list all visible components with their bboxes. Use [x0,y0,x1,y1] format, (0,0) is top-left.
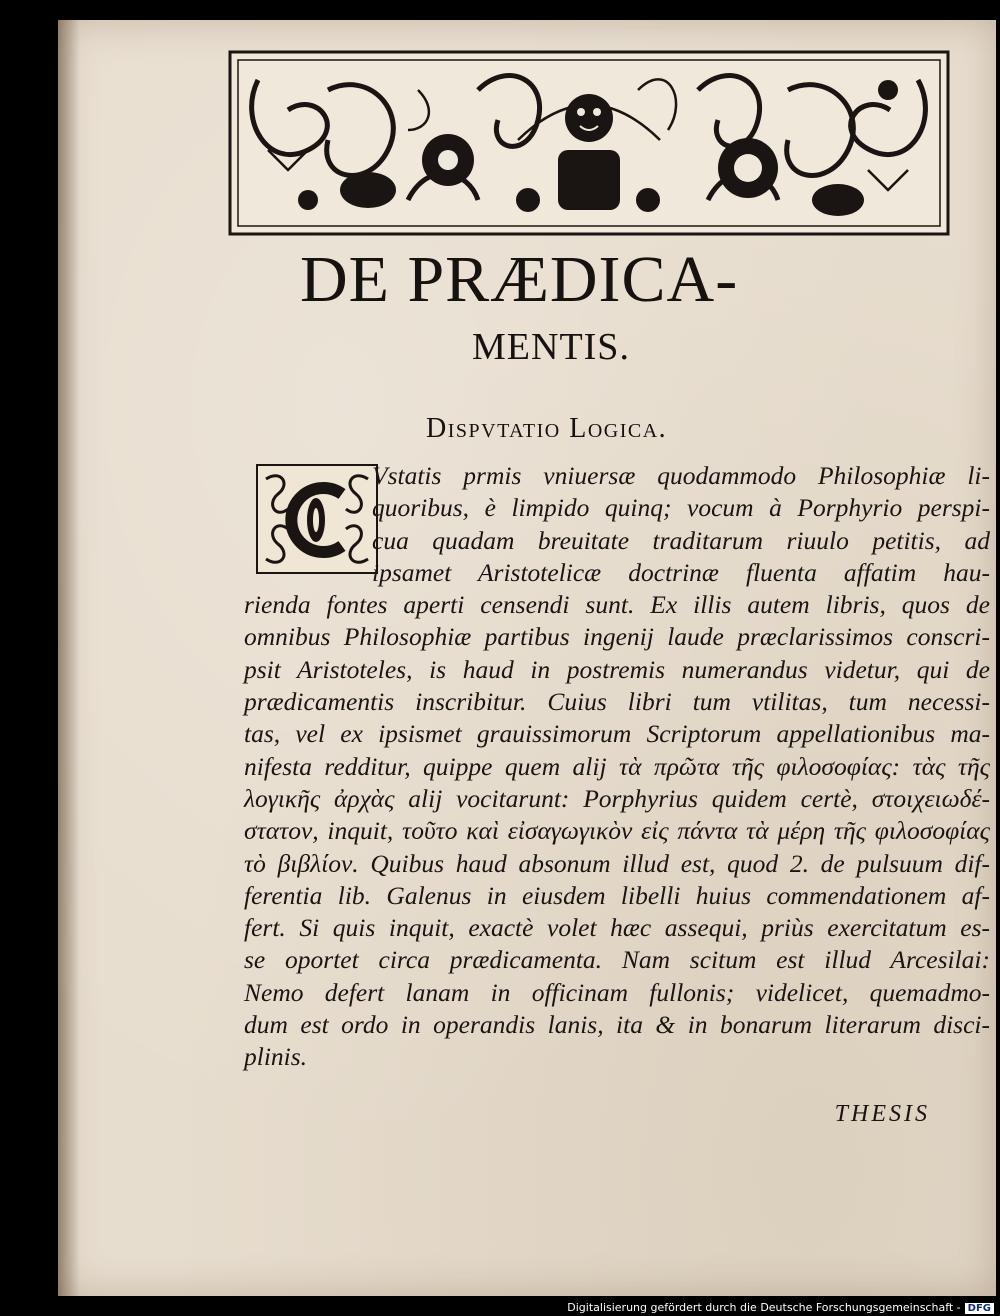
text-line: tas, vel ex ipsismet grauissimorum Scriptorum appellationibus ma- [244,719,990,749]
text-line: nifesta redditur, quippe quem alij τὰ πρῶτα τῆς φιλοσοφίας: τὰς τῆς [244,751,990,781]
text-line: cua quadam breuitate traditarum riuulo petitis, ad [372,525,990,555]
text-line: plinis. [244,1042,308,1072]
dfg-logo-icon: DFG [965,1303,994,1314]
text-line: psit Aristoteles, is haud in postremis numerandus videtur, qui de [244,654,990,684]
text-line: ferentia lib. Galenus in eiusdem libelli huius commendationem af- [244,880,990,910]
text-line: Nemo defert lanam in officinam fullonis; videlicet, quemadmo- [244,977,990,1007]
headpiece-ornament-icon [228,50,950,236]
book-page [58,20,996,1296]
text-line: dum est ordo in operandis lanis, ita & in bonarum literarum disci- [244,1010,990,1040]
text-line: quoribus, è limpido quinq; vocum à Porphyrio perspi- [372,493,990,523]
body-text [244,460,990,1074]
text-line: se oportet circa prædicamenta. Nam scitum est illud Arcesilai: [244,945,990,975]
text-line: prædicamentis inscribitur. Cuius libri tum vtilitas, tum necessi- [244,687,990,717]
text-line: Vstatis prmis vniuersæ quodammodo Philosophiæ li- [372,461,990,490]
catchword: THESIS [834,1101,930,1127]
text-line: στατον, inquit, τοῦτο καὶ εἰσαγωγικὸν εἰς πάντα τὰ μέρη τῆς φιλοσοφίας [244,816,990,846]
text-line: fert. Si quis inquit, exactè volet hæc assequi, priùs exercitatum es- [244,913,990,943]
text-line: rienda fontes aperti censendi sunt. Ex illis autem libris, quos de [244,590,990,620]
page-subtitle: MENTIS. [472,326,630,368]
text-line: τὸ βιβλίον. Quibus haud absonum illud est, quod 2. de pulsuum dif- [244,848,990,878]
page-title: DE PRÆDICA- [300,243,739,316]
text-line: λογικῆς ἀρχὰς alij vocitarunt: Porphyrius quidem certè, στοιχειωδέ- [244,783,990,813]
credit-text: Digitalisierung gefördert durch die Deutsche Forschungsgemeinschaft - [567,1301,961,1314]
gutter-shadow [58,20,80,1296]
digitization-credit [567,1301,994,1314]
text-line: omnibus Philosophiæ partibus ingenij laude præclarissimos conscri- [244,622,990,652]
section-heading: Dispvtatio Logica. [426,413,668,444]
text-line: ipsamet Aristotelicæ doctrinæ fluenta affatim hau- [372,557,990,587]
